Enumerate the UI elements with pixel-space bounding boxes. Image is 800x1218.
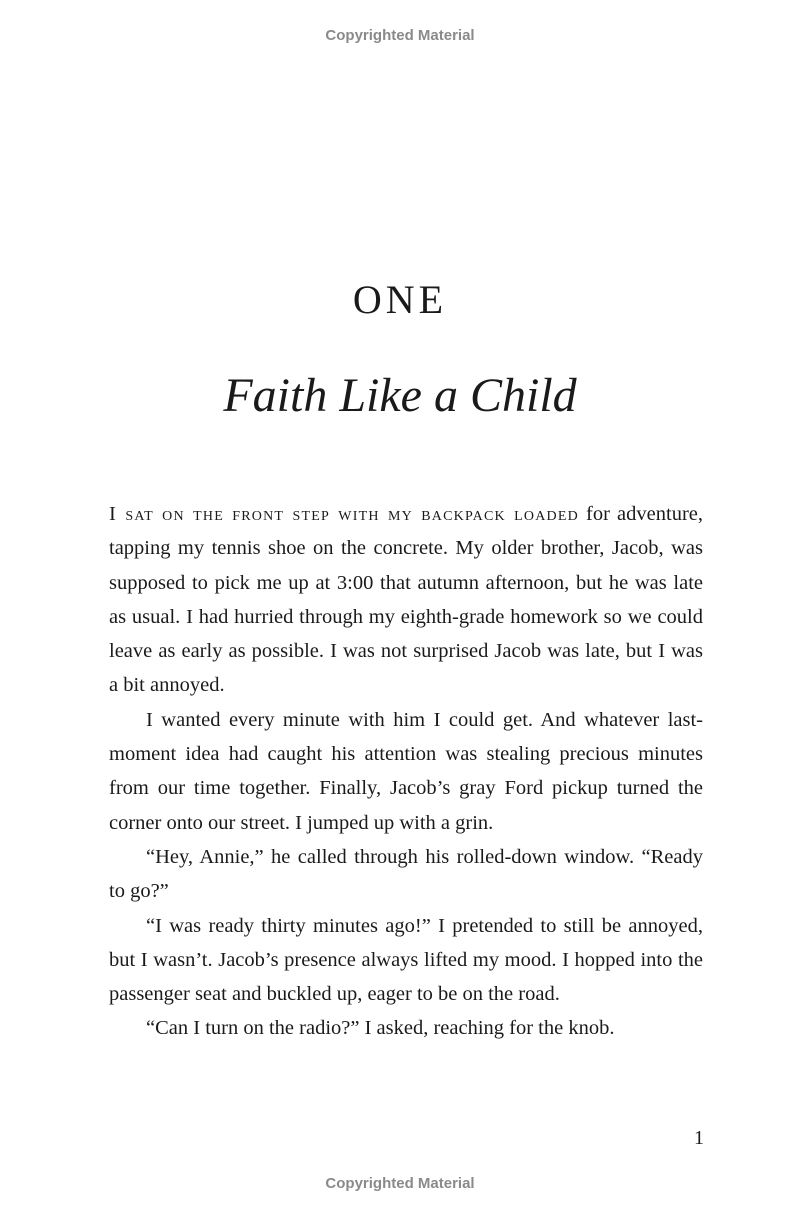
chapter-number: ONE [352, 277, 448, 322]
paragraph-4: “I was ready thirty minutes ago!” I pretended to still be annoyed, but I wasn’t. Jacob’s presence always lifted my mood. I hopped into the passenger seat and buckled up, eager to be on the road. [109, 914, 703, 1006]
copyright-watermark-top: Copyrighted Material [325, 27, 475, 44]
paragraph-5: “Can I turn on the radio?” I asked, reaching for the knob. [146, 1017, 615, 1040]
paragraph-1 [109, 497, 703, 703]
copyright-watermark-bottom: Copyrighted Material [325, 1175, 475, 1192]
paragraph-3: “Hey, Annie,” he called through his rolled-down window. “Ready to go?” [109, 845, 703, 903]
chapter-body [109, 497, 703, 1046]
paragraph-1-text: for adventure, tapping my tennis shoe on the concrete. My older brother, Jacob, was supposed to pick me up at 3:00 that autumn afternoon, but he was late as usual. I had hurried through my eighth-grade homework so we could leave as early as possible. I was not surprised Jacob was late, but I was a bit annoyed. [109, 503, 703, 697]
page-number: 1 [694, 1127, 704, 1149]
chapter-title: Faith Like a Child [223, 369, 577, 422]
paragraph-lead-in: I sat on the front step with my backpack loaded [109, 503, 579, 525]
paragraph-2: I wanted every minute with him I could get. And whatever last-moment idea had caught his attention was stealing precious minutes from our time together. Finally, Jacob’s gray Ford pickup turned the corner onto our street. I jumped up with a grin. [109, 708, 703, 834]
